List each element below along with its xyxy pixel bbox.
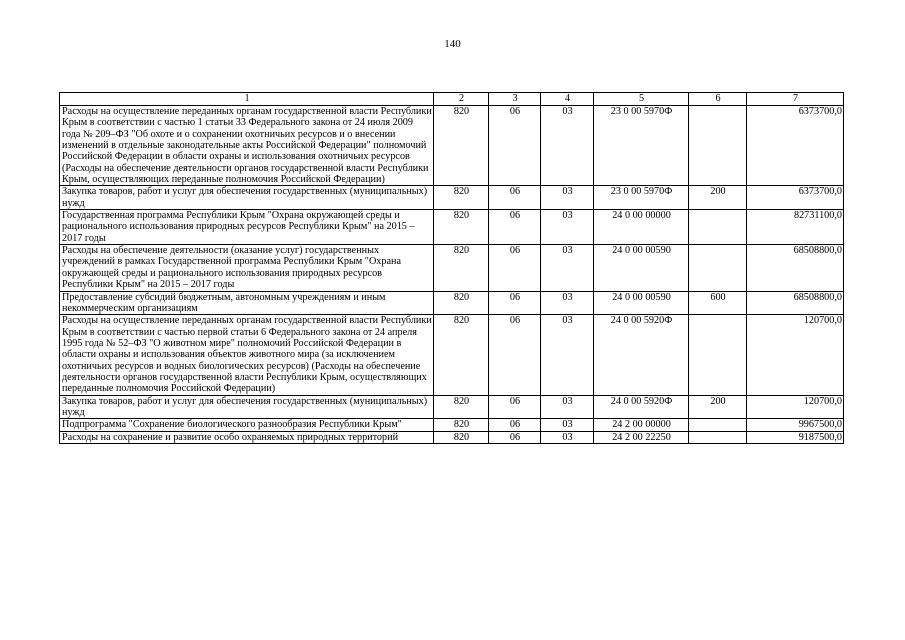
row-target-code: 24 0 00 00000 xyxy=(594,210,689,245)
table-row xyxy=(60,186,844,210)
header-col-1: 1 xyxy=(60,93,434,106)
row-amount: 6373700,0 xyxy=(747,106,844,186)
row-code-section: 06 xyxy=(489,291,541,315)
row-target-code: 24 2 00 22250 xyxy=(594,431,689,443)
row-name: Расходы на сохранение и развитие особо охраняемых природных территорий xyxy=(60,431,434,443)
row-code-section: 06 xyxy=(489,210,541,245)
row-expense-type: 200 xyxy=(689,186,747,210)
row-code-section: 06 xyxy=(489,106,541,186)
row-name: Расходы на осуществление переданных органам государственной власти Республики Крым в соответствии с частью первой статьи 6 Федерального закона от 24 апреля 1995 года № 52–ФЗ "О животном мире" полномочий Российской Федерации в области охраны и использования объектов животного мира (за исключением охотничьих ресурсов и водных биологических ресурсов) (Расходы на обеспечение деятельности органов государственной власти Республики Крым, осуществляющих переданные полномочия Российской Федерации) xyxy=(60,315,434,395)
row-amount: 68508800,0 xyxy=(747,245,844,291)
row-code-subsection: 03 xyxy=(541,419,594,431)
row-code-section: 06 xyxy=(489,315,541,395)
row-expense-type xyxy=(689,106,747,186)
row-code-subsection: 03 xyxy=(541,245,594,291)
row-target-code: 23 0 00 5970Ф xyxy=(594,186,689,210)
row-name: Расходы на осуществление переданных органам государственной власти Республики Крым в соответствии с частью 1 статьи 33 Федерального закона от 24 июля 2009 года № 209–ФЗ "Об охоте и о сохранении охотничьих ресурсов и о внесении изменений в отдельные законодательные акты Российской Федерации" полномочий Российской Федерации в области охраны и использования охотничьих ресурсов (Расходы на обеспечение деятельности органов государственной власти Республики Крым, осуществляющих переданные полномочия Российской Федерации) xyxy=(60,106,434,186)
row-code-subsection: 03 xyxy=(541,291,594,315)
table-row xyxy=(60,419,844,431)
row-amount: 6373700,0 xyxy=(747,186,844,210)
row-code-ministry: 820 xyxy=(434,291,489,315)
page-number: 140 xyxy=(444,38,461,50)
header-col-3: 3 xyxy=(489,93,541,106)
row-name: Закупка товаров, работ и услуг для обеспечения государственных (муниципальных) нужд xyxy=(60,395,434,419)
row-name: Государственная программа Республики Крым "Охрана окружающей среды и рационального использования природных ресурсов Республики Крым" на 2015 – 2017 годы xyxy=(60,210,434,245)
table-row xyxy=(60,245,844,291)
row-name: Подпрограмма "Сохранение биологического разнообразия Республики Крым" xyxy=(60,419,434,431)
table-row xyxy=(60,395,844,419)
row-code-ministry: 820 xyxy=(434,106,489,186)
row-code-section: 06 xyxy=(489,431,541,443)
row-name: Закупка товаров, работ и услуг для обеспечения государственных (муниципальных) нужд xyxy=(60,186,434,210)
row-amount: 9187500,0 xyxy=(747,431,844,443)
row-amount: 9967500,0 xyxy=(747,419,844,431)
row-code-section: 06 xyxy=(489,186,541,210)
row-name: Расходы на обеспечение деятельности (оказание услуг) государственных учреждений в рамках Государственной программа Республики Крым "Охрана окружающей среды и рационального использования природных ресурсов Республики Крым" на 2015 – 2017 годы xyxy=(60,245,434,291)
row-code-subsection: 03 xyxy=(541,106,594,186)
table-row xyxy=(60,291,844,315)
row-expense-type xyxy=(689,419,747,431)
row-code-subsection: 03 xyxy=(541,431,594,443)
row-target-code: 24 0 00 5920Ф xyxy=(594,315,689,395)
row-expense-type xyxy=(689,210,747,245)
row-code-section: 06 xyxy=(489,419,541,431)
header-col-2: 2 xyxy=(434,93,489,106)
row-expense-type xyxy=(689,245,747,291)
row-code-ministry: 820 xyxy=(434,245,489,291)
row-code-ministry: 820 xyxy=(434,395,489,419)
row-code-subsection: 03 xyxy=(541,315,594,395)
row-expense-type xyxy=(689,315,747,395)
table-row xyxy=(60,106,844,186)
row-code-ministry: 820 xyxy=(434,419,489,431)
row-code-ministry: 820 xyxy=(434,315,489,395)
row-amount: 82731100,0 xyxy=(747,210,844,245)
header-col-6: 6 xyxy=(689,93,747,106)
row-amount: 68508800,0 xyxy=(747,291,844,315)
row-name: Предоставление субсидий бюджетным, автономным учреждениям и иным некоммерческим организациям xyxy=(60,291,434,315)
header-col-4: 4 xyxy=(541,93,594,106)
header-col-7: 7 xyxy=(747,93,844,106)
row-code-ministry: 820 xyxy=(434,210,489,245)
row-target-code: 24 0 00 5920Ф xyxy=(594,395,689,419)
row-target-code: 24 0 00 00590 xyxy=(594,291,689,315)
row-amount: 120700,0 xyxy=(747,315,844,395)
row-code-subsection: 03 xyxy=(541,395,594,419)
row-target-code: 24 0 00 00590 xyxy=(594,245,689,291)
row-code-section: 06 xyxy=(489,245,541,291)
row-code-ministry: 820 xyxy=(434,431,489,443)
row-code-ministry: 820 xyxy=(434,186,489,210)
row-code-subsection: 03 xyxy=(541,186,594,210)
row-code-section: 06 xyxy=(489,395,541,419)
row-expense-type xyxy=(689,431,747,443)
budget-table xyxy=(59,92,844,444)
row-code-subsection: 03 xyxy=(541,210,594,245)
row-amount: 120700,0 xyxy=(747,395,844,419)
row-target-code: 24 2 00 00000 xyxy=(594,419,689,431)
table-row xyxy=(60,315,844,395)
row-target-code: 23 0 00 5970Ф xyxy=(594,106,689,186)
table-header-row xyxy=(60,93,844,106)
table-row xyxy=(60,210,844,245)
header-col-5: 5 xyxy=(594,93,689,106)
table-row xyxy=(60,431,844,443)
row-expense-type: 600 xyxy=(689,291,747,315)
row-expense-type: 200 xyxy=(689,395,747,419)
